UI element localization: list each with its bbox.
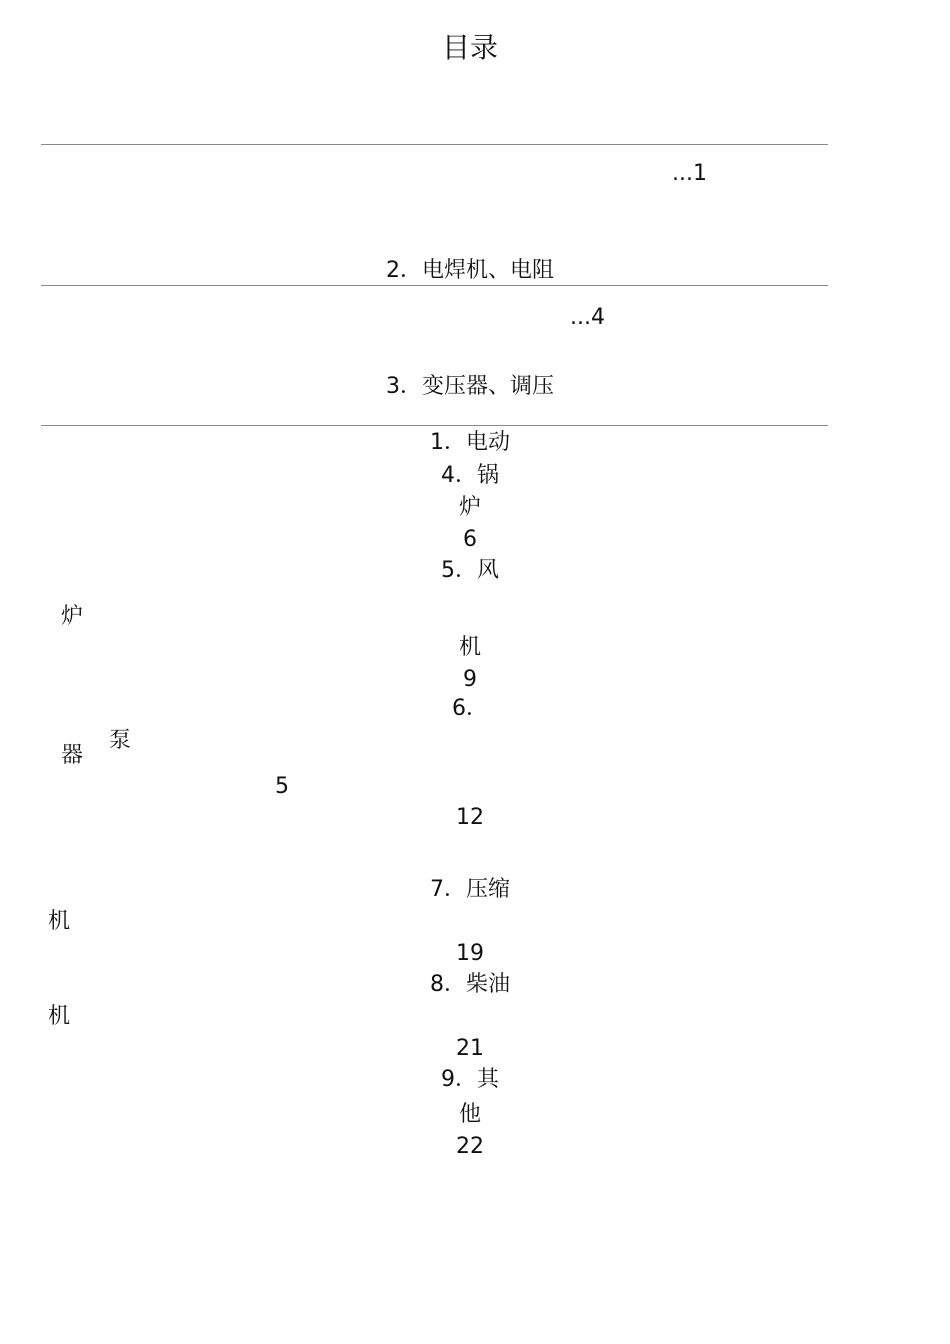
toc-entry-label-continued: 机	[48, 1004, 71, 1029]
toc-text-fragment: 炉	[61, 604, 84, 629]
toc-entry-label: 6．	[452, 696, 488, 721]
toc-page-number: 12	[456, 805, 484, 830]
toc-entry-label: 2．电焊机、电阻	[386, 258, 554, 283]
toc-page-number: 6	[463, 527, 477, 552]
toc-entry-label-continued: 机	[458, 635, 481, 660]
toc-page-number: 5	[275, 774, 289, 799]
divider-rule	[41, 144, 828, 145]
toc-text-fragment: 泵	[109, 728, 132, 753]
toc-entry-label: 5．风	[441, 558, 499, 583]
toc-text-fragment: 器	[61, 743, 84, 768]
toc-entry-label: 9．其	[441, 1067, 499, 1092]
divider-rule	[41, 285, 828, 286]
toc-entry-label-continued: 机	[48, 909, 71, 934]
toc-page-number: ...4	[570, 305, 605, 330]
toc-page-number: 19	[456, 941, 484, 966]
toc-page-number: ...1	[672, 161, 707, 186]
toc-page-number: 22	[456, 1134, 484, 1159]
divider-rule	[41, 425, 828, 426]
toc-entry-label: 7．压缩	[430, 877, 510, 902]
toc-page-number: 9	[463, 667, 477, 692]
toc-entry-label: 8．柴油	[430, 972, 510, 997]
toc-page-number: 21	[456, 1036, 484, 1061]
toc-entry-label: 3．变压器、调压	[386, 374, 554, 399]
toc-entry-label: 4．锅	[441, 463, 499, 488]
toc-entry-label-continued: 他	[458, 1102, 481, 1127]
page-title: 目录	[441, 31, 498, 64]
toc-entry-label: 1．电动	[430, 430, 510, 455]
toc-entry-label-continued: 炉	[458, 495, 481, 520]
